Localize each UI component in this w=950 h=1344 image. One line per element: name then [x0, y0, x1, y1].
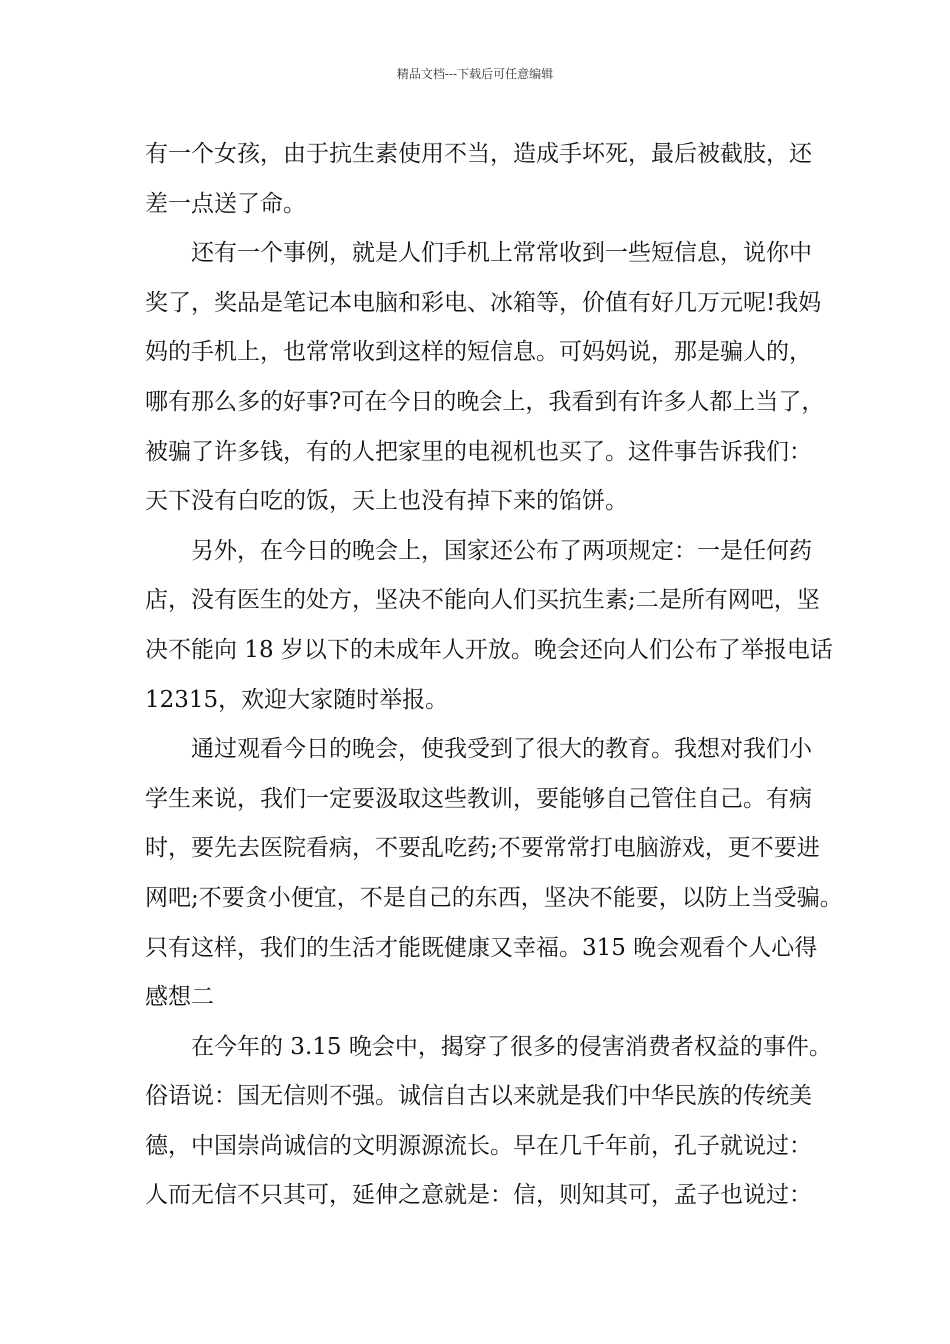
text-line: 网吧;不要贪小便宜，不是自己的东西，坚决不能要，以防上当受骗。 [145, 884, 843, 911]
text-line: 店，没有医生的处方，坚决不能向人们买抗生素;二是所有网吧，坚 [145, 587, 820, 614]
text-line: 只有这样，我们的生活才能既健康又幸福。315 晚会观看个人心得 [145, 934, 818, 961]
text-line: 另外，在今日的晚会上，国家还公布了两项规定：一是任何药 [191, 537, 812, 564]
text-line: 奖了，奖品是笔记本电脑和彩电、冰箱等，价值有好几万元呢!我妈 [145, 289, 822, 316]
text-line: 德，中国崇尚诚信的文明源源流长。早在几千年前，孔子就说过： [145, 1132, 812, 1159]
text-line: 妈的手机上，也常常收到这样的短信息。可妈妈说，那是骗人的， [145, 339, 812, 366]
text-line: 被骗了许多钱，有的人把家里的电视机也买了。这件事告诉我们： [145, 438, 812, 465]
text-line: 时，要先去医院看病，不要乱吃药;不要常常打电脑游戏，更不要进 [145, 835, 820, 862]
text-line: 差一点送了命。 [145, 190, 306, 217]
text-line: 人而无信不只其可，延伸之意就是：信，则知其可，孟子也说过： [145, 1182, 812, 1209]
text-line: 学生来说，我们一定要汲取这些教训，要能够自己管住自己。有病 [145, 785, 812, 812]
text-line: 通过观看今日的晚会，使我受到了很大的教育。我想对我们小 [191, 736, 812, 763]
text-line: 天下没有白吃的饭，天上也没有掉下来的馅饼。 [145, 488, 628, 515]
text-line: 有一个女孩，由于抗生素使用不当，造成手坏死，最后被截肢，还 [145, 141, 812, 167]
text-line: 决不能向 18 岁以下的未成年人开放。晚会还向人们公布了举报电话 [145, 636, 833, 663]
text-line: 哪有那么多的好事?可在今日的晚会上，我看到有许多人都上当了， [145, 388, 825, 415]
document-body [145, 130, 843, 1221]
page-header: 精品文档---下载后可任意编辑 [396, 67, 554, 81]
text-line: 在今年的 3.15 晚会中，揭穿了很多的侵害消费者权益的事件。 [191, 1033, 832, 1060]
text-line: 还有一个事例，就是人们手机上常常收到一些短信息，说你中 [191, 240, 812, 267]
text-line: 感想二 [145, 984, 214, 1011]
text-line: 12315，欢迎大家随时举报。 [145, 686, 449, 713]
text-line: 俗语说：国无信则不强。诚信自古以来就是我们中华民族的传统美 [145, 1083, 812, 1110]
